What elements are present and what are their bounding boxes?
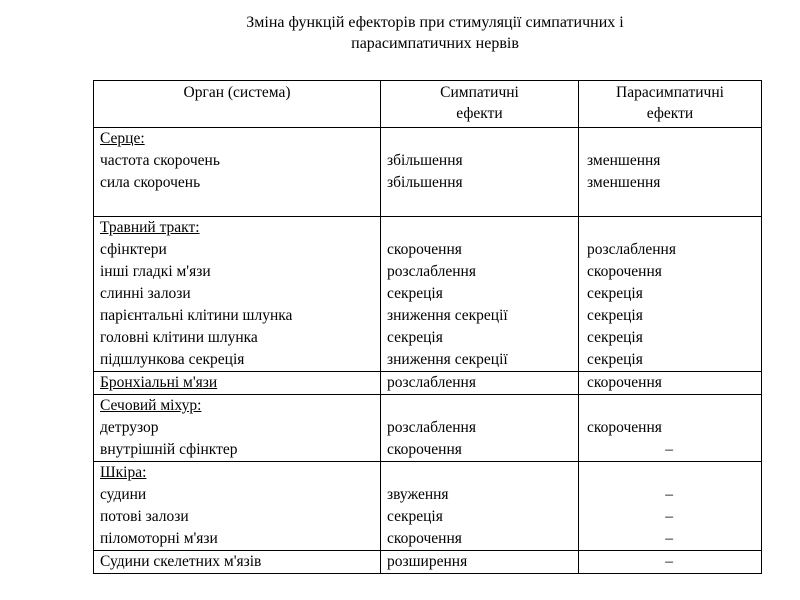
organ-cell: потові залози bbox=[94, 506, 381, 528]
section-digestive: Травний тракт: bbox=[100, 219, 200, 236]
table-row bbox=[94, 261, 762, 283]
table-row bbox=[94, 349, 762, 372]
organ-cell: підшлункова секреція bbox=[94, 349, 381, 372]
table-row bbox=[94, 417, 762, 439]
sympathetic-cell: зниження секреції bbox=[381, 305, 579, 327]
sympathetic-cell: звуження bbox=[381, 484, 579, 506]
page-title bbox=[0, 12, 800, 54]
parasympathetic-cell: розслаблення bbox=[579, 239, 762, 261]
organ-cell: судини bbox=[94, 484, 381, 506]
group-row-skeletal-vessels bbox=[94, 551, 762, 574]
sympathetic-cell: секреція bbox=[381, 506, 579, 528]
table-row bbox=[94, 439, 762, 462]
section-bronchial: Бронхіальні м'язи bbox=[100, 374, 218, 391]
title-line-1: Зміна функцій ефекторів при стимуляції симпатичних і bbox=[246, 14, 624, 31]
parasympathetic-cell: – bbox=[579, 439, 762, 462]
parasympathetic-cell: зменшення bbox=[579, 150, 762, 172]
organ-cell: парієнтальні клітини шлунка bbox=[94, 305, 381, 327]
organ-cell: частота скорочень bbox=[94, 150, 381, 172]
sympathetic-cell: розслаблення bbox=[381, 417, 579, 439]
header-organ: Орган (система) bbox=[94, 81, 381, 128]
header-parasympathetic: Парасимпатичні ефекти bbox=[579, 81, 762, 128]
organ-cell: інші гладкі м'язи bbox=[94, 261, 381, 283]
group-row-skin bbox=[94, 462, 762, 485]
title-line-2: парасимпатичних нервів bbox=[351, 35, 519, 52]
sympathetic-cell: скорочення bbox=[381, 439, 579, 462]
organ-cell: детрузор bbox=[94, 417, 381, 439]
organ-cell: сфінктери bbox=[94, 239, 381, 261]
organ-cell: слинні залози bbox=[94, 283, 381, 305]
parasympathetic-cell: – bbox=[579, 506, 762, 528]
sympathetic-cell: збільшення bbox=[381, 172, 579, 194]
header-sympathetic: Симпатичні ефекти bbox=[381, 81, 579, 128]
group-row-heart bbox=[94, 128, 762, 151]
section-bladder: Сечовий міхур: bbox=[100, 397, 202, 414]
parasympathetic-cell: – bbox=[579, 551, 762, 574]
parasympathetic-cell: – bbox=[579, 528, 762, 551]
parasympathetic-cell: секреція bbox=[579, 283, 762, 305]
table-row bbox=[94, 305, 762, 327]
group-row-digestive bbox=[94, 217, 762, 240]
table-row bbox=[94, 506, 762, 528]
table-row bbox=[94, 239, 762, 261]
sympathetic-cell: розширення bbox=[381, 551, 579, 574]
table-header-row bbox=[94, 81, 762, 128]
parasympathetic-cell: зменшення bbox=[579, 172, 762, 194]
spacer-row bbox=[94, 194, 762, 217]
parasympathetic-cell: секреція bbox=[579, 327, 762, 349]
parasympathetic-cell: – bbox=[579, 484, 762, 506]
sympathetic-cell: розслаблення bbox=[381, 261, 579, 283]
table-row bbox=[94, 327, 762, 349]
sympathetic-cell: зниження секреції bbox=[381, 349, 579, 372]
organ-cell: внутрішній сфінктер bbox=[94, 439, 381, 462]
table-row bbox=[94, 283, 762, 305]
table-row bbox=[94, 484, 762, 506]
table-row bbox=[94, 528, 762, 551]
parasympathetic-cell: скорочення bbox=[579, 417, 762, 439]
table-row bbox=[94, 172, 762, 194]
sympathetic-cell: збільшення bbox=[381, 150, 579, 172]
parasympathetic-cell: секреція bbox=[579, 305, 762, 327]
effects-table bbox=[93, 80, 762, 574]
organ-cell: піломоторні м'язи bbox=[94, 528, 381, 551]
section-skin: Шкіра: bbox=[100, 464, 147, 481]
organ-cell: Судини скелетних м'язів bbox=[94, 551, 381, 574]
organ-cell: головні клітини шлунка bbox=[94, 327, 381, 349]
sympathetic-cell: скорочення bbox=[381, 239, 579, 261]
group-row-bronchial bbox=[94, 372, 762, 395]
table-row bbox=[94, 150, 762, 172]
group-row-bladder bbox=[94, 395, 762, 418]
section-heart: Серце: bbox=[100, 130, 145, 147]
organ-cell: сила скорочень bbox=[94, 172, 381, 194]
parasympathetic-cell: секреція bbox=[579, 349, 762, 372]
sympathetic-cell: скорочення bbox=[381, 528, 579, 551]
sympathetic-cell: секреція bbox=[381, 283, 579, 305]
sympathetic-cell: розслаблення bbox=[381, 372, 579, 395]
parasympathetic-cell: скорочення bbox=[579, 261, 762, 283]
sympathetic-cell: секреція bbox=[381, 327, 579, 349]
parasympathetic-cell: скорочення bbox=[579, 372, 762, 395]
